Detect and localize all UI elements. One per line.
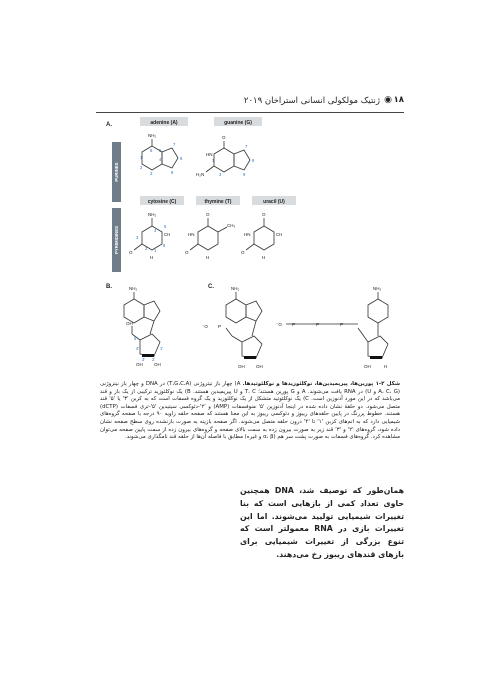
body-paragraph: همان‌طور که توصیف شد، DNA همچنین حاوی تعداد کمی از بازهایی است که بنا تغییرات شیمیایی تولیید می‌شوند. اما این تغییرات بازی در RNA معمولتر است که تنوع بزرگی از تغییرات شیمیایی برای بازهای قندهای ریبوز رخ می‌دهند. xyxy=(240,486,404,559)
ring-number: 5 xyxy=(159,148,162,153)
header-bullet-icon: ◉ xyxy=(384,95,392,105)
ring-number: 9 xyxy=(171,170,174,175)
ring-number: 6 xyxy=(150,148,153,153)
guanine-hn: HN xyxy=(206,152,213,157)
amp-nh2: NH₂ xyxy=(231,286,240,291)
cytosine-nh2: NH₂ xyxy=(148,212,157,217)
ring-number: 8 xyxy=(252,158,255,163)
dctp-nh2: NH₂ xyxy=(373,286,382,291)
figure-caption xyxy=(100,381,400,442)
uracil-o-bottom: O xyxy=(241,250,245,255)
thymine-label: thymine (T) xyxy=(204,199,232,205)
ring-number: 7 xyxy=(245,144,248,149)
cytosine-label: cytosine (C) xyxy=(147,199,177,205)
ring-number: 2 xyxy=(140,165,143,170)
uracil-label: uracil (U) xyxy=(263,199,285,205)
running-header xyxy=(96,94,404,110)
header-rule xyxy=(96,112,404,113)
prime-label: 3' xyxy=(142,357,146,362)
thymine-h: H xyxy=(206,255,210,260)
dctp-o-minus: ⁻O xyxy=(276,322,282,327)
ring-number: 1 xyxy=(154,248,157,253)
panel-c-label: C. xyxy=(208,284,214,290)
ring-number: 5 xyxy=(164,224,167,229)
nucleotide-figure xyxy=(96,114,416,386)
guanine-label: guanine (G) xyxy=(224,120,252,126)
ring-number: 3 xyxy=(136,235,139,240)
panel-b-oh: OH xyxy=(126,321,133,326)
prime-label: 1' xyxy=(160,346,164,351)
dctp-h: H xyxy=(384,364,388,369)
dctp-p-alpha: P xyxy=(340,323,344,328)
amp-o-minus: ⁻O xyxy=(202,324,208,329)
ring-number: 3 xyxy=(219,172,222,177)
caption-lead: شکل ۲-۱ پورین‌ها، پیریمیدین‌ها، نوکلئوزیدها و نوکلئوتیدها. xyxy=(242,381,401,387)
dctp-p-gamma: P xyxy=(292,323,296,328)
ring-number: 8 xyxy=(180,156,183,161)
ring-number: 2 xyxy=(145,246,148,251)
purines-label: PURINES xyxy=(114,162,119,182)
thymine-o-bottom: O xyxy=(185,250,189,255)
ring-number: 3 xyxy=(150,171,153,176)
prime-label: 5' xyxy=(134,336,138,341)
guanine-h2n: H₂N xyxy=(196,172,205,177)
guanine-o: O xyxy=(222,135,226,140)
cytosine-h: H xyxy=(150,255,154,260)
prime-label: 4' xyxy=(136,346,140,351)
panel-b-label: B. xyxy=(106,284,112,290)
thymine-ch3: CH₃ xyxy=(227,223,236,228)
caption-text: A) چهار باز نیتروژنی (T،G،C،A) در DNA و چهار باز نیتروژنی (A، C، G و U) در RNA یافت می‌شوند. A و G پورین هستند؛ T، C و U پیریمیدین هستند. B) یک نوکلئوزید ترکیبی از یک باز و قند می‌باشد که در این مورد آدنوزین است. C) یک نوکلئوتید متشکل از یک نوکلئوزید و یک گروه فسفات است که به کربن '۳' یا '۵' قند متصل می‌شود. دو حلقهٔ نشان داده شده در اینجا آدنوزین '۵' منوفسفات (AMP) و '۲'-دئوکسی سیتیدین '۵'-تری فسفات (dCTP) هستند. خطوط پررنگ در پایین حلقه‌های ریبوز و دئوکسی ریبوز به این معنا هستند که صفحه حلقه زاویه ۹۰ درجه با صفحه گروه‌های شیمیایی دارد که به اتم‌های کربن '۱' تا '۴' درون حلقه متصل می‌شوند. اگر صفحه بازینه به صورت بازنشده روی سطح صفحه نشان داده شود، گروه‌های '۲' و '۳' قند زیر به صورت بیرون زده به سمت بالای صفحه و گروه‌های بیرون زده از سمت پایین صفحه می‌توان مشاهده کرد. گروه‌های فسفات به صورت پشت سر هم (α، β و غیره) مطابق با فاصله آن‌ها از حلقه قند نامگذاری می‌شوند. xyxy=(100,381,401,441)
dctp-p-beta: P xyxy=(316,323,320,328)
ring-number: 9 xyxy=(243,172,246,177)
ring-number: 1 xyxy=(212,158,215,163)
page-number: ۱۸ xyxy=(393,95,404,105)
amp-p: P xyxy=(218,325,222,330)
ring-number: 1 xyxy=(140,155,143,160)
adenine-nh2: NH₂ xyxy=(148,133,157,138)
uracil-o-top: O xyxy=(262,212,266,217)
ring-number: 4 xyxy=(154,228,157,233)
dctp-oh: OH xyxy=(364,364,371,369)
prime-label: 2' xyxy=(152,357,156,362)
ring-number: 7 xyxy=(173,142,176,147)
uracil-h: H xyxy=(262,255,266,260)
ring-number: 6 xyxy=(163,243,166,248)
ring-number: 4 xyxy=(159,157,162,162)
thymine-hn: HN xyxy=(188,232,195,237)
pyrimidines-label: PYRIMIDINES xyxy=(114,226,119,254)
running-title: ژنتیک مولکولی انسانی استراخان ۲۰۱۹ xyxy=(243,96,380,106)
adenine-label: adenine (A) xyxy=(150,120,178,126)
uracil-hn: HN xyxy=(244,232,251,237)
amp-oh-3: OH xyxy=(238,364,245,369)
uracil-ch: CH xyxy=(276,232,283,237)
panel-a-label: A. xyxy=(106,122,112,128)
panel-b-oh-2: OH xyxy=(154,362,161,367)
cytosine-ch: CH xyxy=(164,232,171,237)
thymine-o-top: O xyxy=(206,212,210,217)
amp-oh-2: OH xyxy=(256,364,263,369)
panel-b-nh2: NH₂ xyxy=(129,286,138,291)
panel-b-oh-3: OH xyxy=(136,362,143,367)
cytosine-o: O xyxy=(129,250,133,255)
